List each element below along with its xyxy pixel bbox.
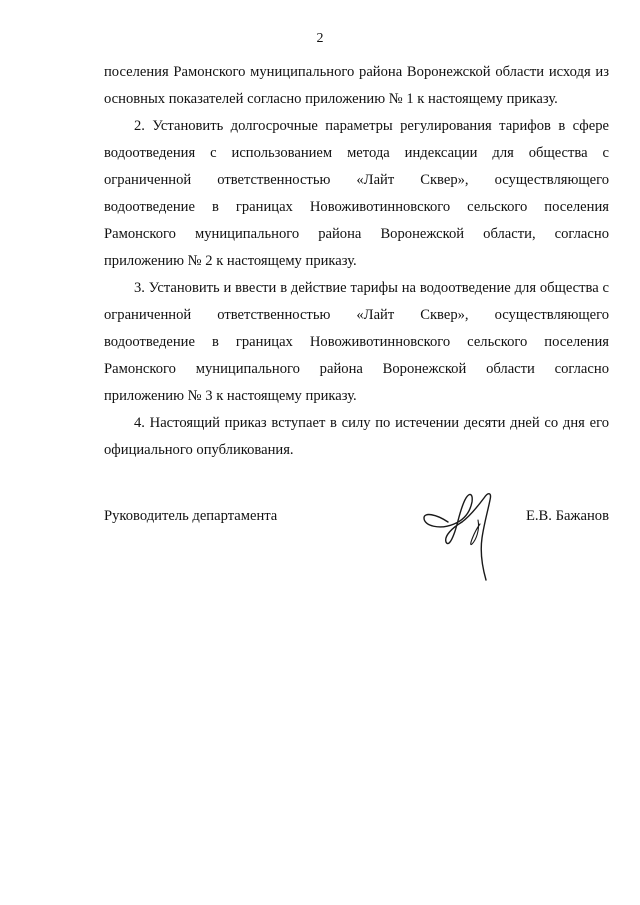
handwritten-signature <box>418 484 510 584</box>
signature-block <box>104 508 609 538</box>
paragraph-item-4: 4. Настоящий приказ вступает в силу по истечении десяти дней со дня его официального опубликования. <box>104 415 609 458</box>
page-number: 2 <box>316 31 324 46</box>
signatory-name: Е.В. Бажанов <box>525 508 609 524</box>
paragraph-item-3: 3. Установить и ввести в действие тарифы на водоотведение для общества с ограниченной ответственностью «Лайт Сквер», осуществляющего водоотведение в границах Новоживотинновского сельского поселения Рамонского муниципального района Воронежской области согласно приложению № 3 к настоящему приказу. <box>104 280 609 404</box>
signatory-position: Руководитель департамента <box>104 508 278 524</box>
paragraph-item-2: 2. Установить долгосрочные параметры регулирования тарифов в сфере водоотведения с использованием метода индексации для общества с ограниченной ответственностью «Лайт Сквер», осуществляющего водоотведение в границах Новоживотинновского сельского поселения Рамонского муниципального района Воронежской области, согласно приложению № 2 к настоящему приказу. <box>104 118 609 269</box>
paragraph-continuation: поселения Рамонского муниципального района Воронежской области исходя из основных показателей согласно приложению № 1 к настоящему приказу. <box>104 64 609 107</box>
document-body <box>104 59 609 464</box>
